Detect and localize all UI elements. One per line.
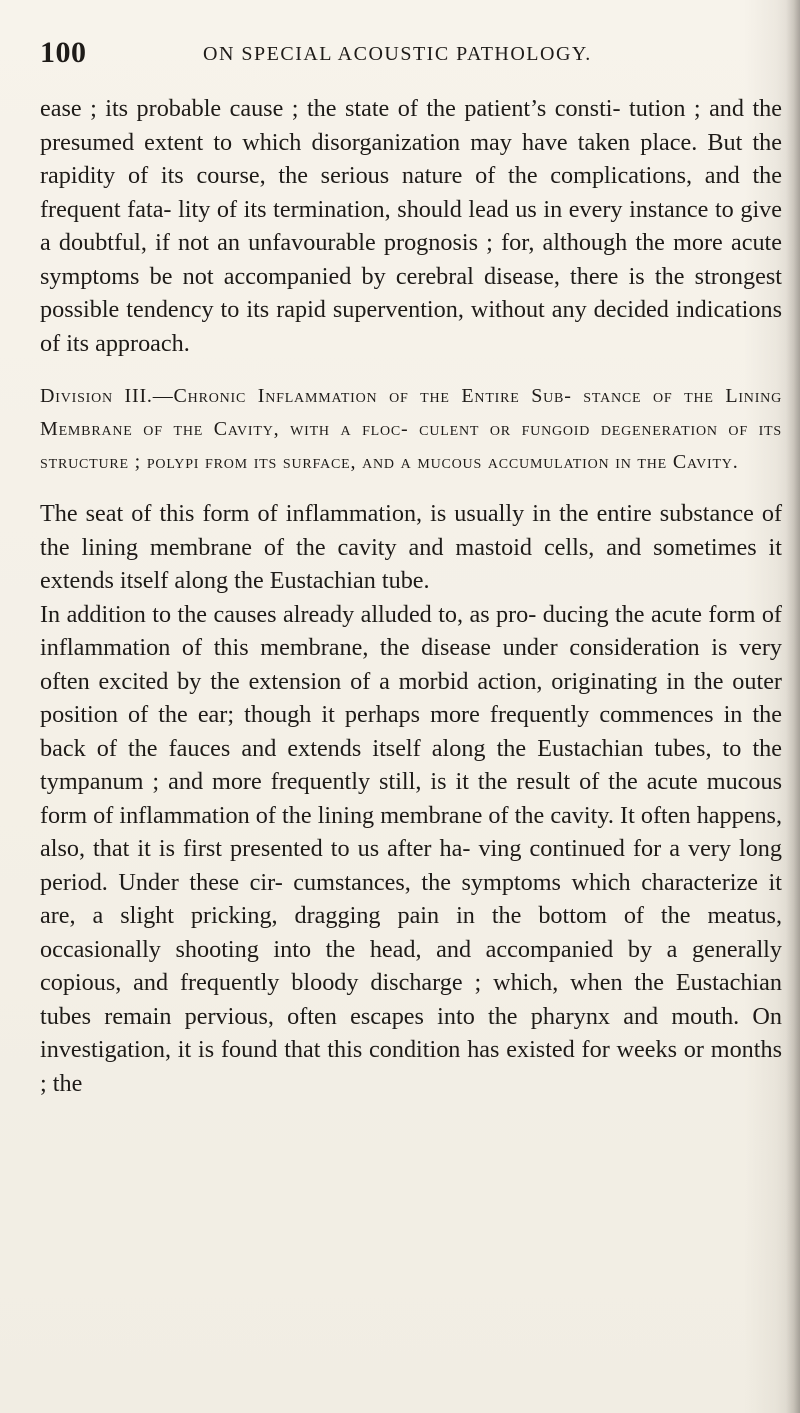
division-heading: Division III.—Chronic Inflammation of the Entire Sub- stance of the Lining Membrane of the Cavity, with a floc- culent or fungoid degeneration of its structure ; polypi from its surface, and a mucous accumulation in the Cavity. [40,385,782,473]
page-edge-shadow [786,0,800,1413]
paragraph-3: In addition to the causes already alluded to, as pro- ducing the acute form of inflammation of this membrane, the disease under consideration is very often excited by the extension of a morbid action, originating in the outer position of the ear; though it perhaps more frequently commences in the back of the fauces and extends itself along the Eustachian tubes, to the tympanum ; and more frequently still, is it the result of the acute mucous form of inflammation of the lining membrane of the cavity. It often happens, also, that it is first presented to us after ha- ving continued for a very long period. Under these cir- cumstances, the symptoms which characterize it are, a slight pricking, dragging pain in the bottom of the meatus, occasionally shooting into the head, and accompanied by a generally copious, and frequently bloody discharge ; which, when the Eustachian tubes remain pervious, often escapes into the pharynx and mouth. On investigation, it is found that this condition has existed for weeks or months ; the [40,600,782,1097]
page-number: 100 [40,36,87,69]
page-body [40,92,782,1100]
paragraph-2: The seat of this form of inflammation, is usually in the entire substance of the lining membrane of the cavity and mastoid cells, and sometimes it extends itself along the Eustachian tube. [40,500,782,594]
paragraph-1: ease ; its probable cause ; the state of the patient’s consti- tution ; and the presumed extent to which disorganization may have taken place. But the rapidity of its course, the serious nature of the complications, and the frequent fata- lity of its termination, should lead us in every instance to give a doubtful, if not an unfavourable prognosis ; for, although the more acute symptoms be not accompanied by cerebral disease, there is the strongest possible tendency to its rapid supervention, without any decided indications of its approach. [40,95,782,357]
running-title: ON SPECIAL ACOUSTIC PATHOLOGY. [203,43,592,65]
page-header [40,36,760,76]
